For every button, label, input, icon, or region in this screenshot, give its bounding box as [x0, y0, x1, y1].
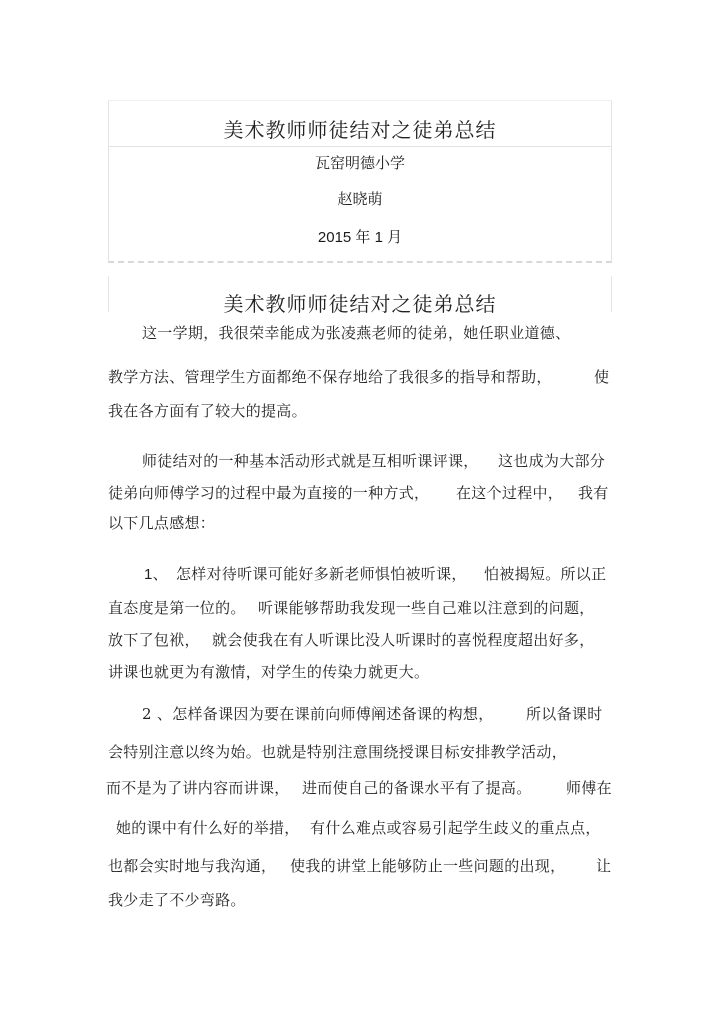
paragraph-3-line-4: 讲课也就更为有激情，对学生的传染力就更大。: [108, 663, 430, 681]
date: 2015 年 1 月: [317, 229, 403, 246]
header-title: 美术教师师徒结对之徒弟总结: [223, 118, 497, 142]
paragraph-3-line-2-end: 听课能够帮助我发现一些自己难以注意到的问题，: [258, 599, 595, 617]
paragraph-4-line-1-end: 所以备课时: [526, 705, 603, 723]
paragraph-2-line-3: 以下几点感想：: [108, 514, 216, 532]
paragraph-1-line-2: 教学方法、管理学生方面都绝不保存地给了我很多的指导和帮助，: [108, 368, 552, 386]
body-title: 美术教师师徒结对之徒弟总结: [223, 292, 497, 316]
paragraph-4-line-1: 2 、怎样备课因为要在课前向师傅阐述备课的构想，: [142, 705, 494, 723]
paragraph-3-line-1: 怎样对待听课可能好多新老师惧怕被听课，: [176, 565, 467, 583]
paragraph-4-line-5: 也都会实时地与我沟通，: [108, 857, 277, 875]
paragraph-4-line-5-mid: 使我的讲堂上能够防止一些问题的出现，: [290, 857, 566, 875]
paragraph-4-line-3: 而不是为了讲内容而讲课，: [106, 779, 290, 797]
paragraph-2-line-1: 师徒结对的一种基本活动形式就是互相听课评课，: [142, 452, 479, 470]
paragraph-4-line-3-end: 师傅在: [566, 779, 612, 797]
paragraph-4-line-6: 我少走了不少弯路。: [108, 891, 246, 909]
paragraph-4-line-2: 会特别注意以终为始。也就是特别注意围绕授课目标安排教学活动，: [108, 743, 568, 761]
paragraph-3-line-1-end: 怕被揭短。所以正: [484, 565, 607, 583]
paragraph-4-line-3-mid: 进而使自己的备课水平有了提高。: [302, 779, 532, 797]
paragraph-3-number: 1、: [144, 566, 168, 583]
paragraph-1-line-1: 这一学期，我很荣幸能成为张凌燕老师的徒弟，她任职业道德、: [142, 324, 571, 342]
paragraph-4-line-5-end: 让: [596, 857, 612, 875]
paragraph-2-line-2-mid: 在这个过程中，: [456, 484, 564, 502]
author-name: 赵晓萌: [337, 190, 383, 208]
paragraph-4-line-4: 她的课中有什么好的举措，: [116, 819, 300, 837]
paragraph-3-line-3: 放下了包袱，: [108, 631, 200, 649]
paragraph-4-line-4-end: 有什么难点或容易引起学生歧义的重点点，: [310, 819, 601, 837]
paragraph-3-line-2: 直态度是第一位的。: [108, 599, 246, 617]
paragraph-2-line-2: 徒弟向师傅学习的过程中最为直接的一种方式，: [108, 484, 430, 502]
paragraph-1-line-2-end: 使: [594, 368, 610, 386]
paragraph-3-line-3-end: 就会使我在有人听课比没人听课时的喜悦程度超出好多，: [212, 631, 595, 649]
school-name: 瓦窑明德小学: [314, 154, 405, 172]
paragraph-1-line-3: 我在各方面有了较大的提高。: [108, 402, 307, 420]
paragraph-2-line-1-end: 这也成为大部分: [498, 452, 606, 470]
paragraph-2-line-2-end: 我有: [578, 484, 609, 502]
